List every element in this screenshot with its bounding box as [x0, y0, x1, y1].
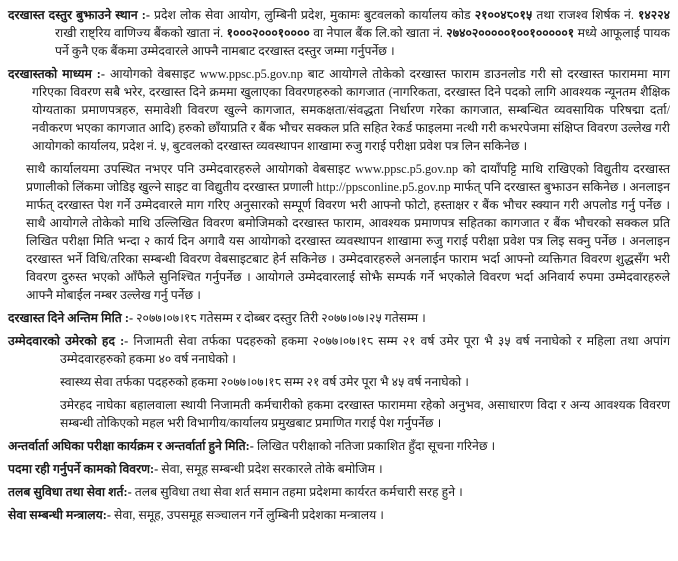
revenue-head-number: १४२२४	[638, 8, 670, 22]
section-interview-date	[0, 437, 670, 455]
age-limit-civil-service-text: निजामती सेवा तर्फका पदहरुको हकमा २०७७।०७।१८ सम्म २१ वर्ष उमेर पूरा भै ३५ वर्ष ननाघेको र महिला तथा अपांग उम्मेदवारहरुको हकमा ४० वर्ष ननाघेको ।	[60, 334, 671, 366]
section-heading-age-limit: उम्मेदवारको उमेरको हद :-	[8, 334, 129, 348]
fee-deposit-text: प्रदेश लोक सेवा आयोग, लुम्बिनी प्रदेश, मुकामः बुटवलको कार्यालय कोड	[149, 8, 475, 22]
commission-website-url: www.ppsc.p5.gov.np	[199, 67, 303, 81]
online-system-url: http://ppsconline.p5.gov.np	[316, 180, 451, 194]
section-heading-salary-conditions: तलब सुविधा तथा सेवा शर्त:-	[8, 485, 132, 499]
section-heading-application-medium: दरखास्तको माध्यम :-	[8, 67, 105, 81]
related-ministry-text: सेवा, समूह, उपसमूह सञ्चालन गर्ने लुम्बिनी प्रदेशका मन्त्रालय ।	[110, 508, 384, 522]
age-limit-overage-civil-servants	[0, 396, 670, 432]
section-age-limit	[0, 332, 670, 368]
fee-deposit-text: वा नेपाल बैंक लि.को खाता नं.	[309, 26, 447, 40]
interview-date-text: लिखित परीक्षाको नतिजा प्रकाशित हुँदा सूचना गरिनेछ ।	[253, 439, 496, 453]
online-application-text: साथै कार्यालयमा उपस्थित नभएर पनि उम्मेदवारहरुले आयोगको वेबसाइट	[26, 162, 356, 176]
section-heading-related-ministry: सेवा सम्बन्धी मन्त्रालय:-	[8, 508, 111, 522]
nbl-account-number: २७४०२०००००१००१०००००१	[446, 26, 575, 40]
deadline-text: २०७७।०७।१८ गतेसम्म र दोब्बर दस्तुर तिरी २०७७।०७।२५ गतेसम्म ।	[133, 311, 426, 325]
section-heading-interview-date: अन्तर्वार्ता अघिका परीक्षा कार्यक्रम र अन्तर्वार्ता हुने मिति:-	[8, 439, 254, 453]
application-medium-text: आयोगको वेबसाइट	[105, 67, 200, 81]
rbb-account-number: १०००२०००१००००	[226, 26, 310, 40]
section-heading-deadline: दरखास्त दिने अन्तिम मिति :-	[8, 311, 134, 325]
salary-conditions-text: तलब सुविधा तथा सेवा शर्त समान तहमा प्रदेशमा कार्यरत कर्मचारी सरह हुने ।	[131, 485, 463, 499]
section-application-medium	[0, 65, 670, 155]
office-code-value: २१००४८०१५	[474, 8, 533, 22]
section-deadline	[0, 309, 670, 327]
fee-deposit-text: तथा राजश्व शिर्षक नं.	[532, 8, 639, 22]
section-heading-fee-deposit: दरखास्त दस्तुर बुझाउने स्थान :-	[8, 8, 150, 22]
section-online-application	[0, 160, 670, 304]
fee-deposit-text: राखी राष्ट्रिय वाणिज्य बैंकको खाता नं.	[55, 26, 227, 40]
section-salary-conditions	[0, 483, 670, 501]
section-heading-job-duties: पदमा रही गर्नुपर्ने कामको विवरण:-	[8, 462, 159, 476]
age-limit-health-service	[0, 373, 670, 391]
online-application-text: मार्फत् पनि दरखास्त बुझाउन सकिनेछ । अनलाइन मार्फत् दरखास्त पेश गर्ने उम्मेदवारले माग गरिए अनुसारको सम्पूर्ण विवरण भरी आफ्नो फोटो, हस्ताक्षर र बैंक भौचर स्क्यान गरी अपलोड गर्नु पर्नेछ । साथै आयोगले तोकेको माथि उल्लिखित विवरण बमोजिमको दरखास्त फाराम, आवश्यक प्रमाणपत्र सहितका कागजात र बैंक भौचरको सक्कल प्रति लिखित परीक्षा मिति भन्दा २ कार्य दिन अगावै यस आयोगको दरखास्त व्यवस्थापन शाखामा रुजु गराई परीक्षा प्रवेश पत्र लिइ सक्नु पर्नेछ । अनलाइन दरखास्त भर्ने विधि/तरिका सम्बन्धी विवरण वेबसाइटबाट हेर्न सकिनेछ । उम्मेदवारहरुले अनलाईन फाराम भर्दा आफ्नो व्यक्तिगत विवरण शुद्धसँग भरी विवरण दुरुस्त भएको आँफैले सुनिश्चित गर्नुपर्नेछ । आयोगले उम्मेदवारलाई सोझै सम्पर्क गर्ने भएकोले विवरण भर्दा अनिवार्य रुपमा उम्मेदवारहरुले आफ्नै मोबाईल नम्बर उल्लेख गर्नु पर्नेछ ।	[26, 180, 670, 302]
age-limit-overage-text: उमेरहद नाघेका बहालवाला स्थायी निजामती कर्मचारीको हकमा दरखास्त फाराममा रहेको अनुभव, असाधारण विदा र अन्य आवश्यक विवरण सम्बन्धी तोकिएको महल भरी विभागीय/कार्यालय प्रमुखबाट प्रमाणित गराई पेश गर्नुपर्नेछ ।	[60, 398, 670, 430]
fee-deposit-text: मध्ये आफूलाई पायक पर्ने कुनै एक बैंकमा उम्मेदवारले आफ्नै नामबाट दरखास्त दस्तुर जम्मा गर्नुपर्नेछ ।	[55, 26, 671, 58]
online-application-text: को दायाँपट्टि माथि राखिएको विद्युतीय दरखास्त प्रणालीको लिंकमा जोडिइ खुल्ने साइट वा विद्युतीय दरखास्त प्रणाली	[26, 162, 671, 194]
job-duties-text: सेवा, समूह सम्बन्धी प्रदेश सरकारले तोके बमोजिम ।	[158, 462, 383, 476]
section-fee-deposit	[0, 6, 670, 60]
age-limit-health-service-text: स्वास्थ्य सेवा तर्फका पदहरुको हकमा २०७७।०७।१८ सम्म २१ वर्ष उमेर पूरा भै ४५ वर्ष ननाघेको ।	[60, 375, 469, 389]
section-job-duties	[0, 460, 670, 478]
section-related-ministry	[0, 506, 670, 524]
commission-website-url: www.ppsc.p5.gov.np	[355, 162, 459, 176]
application-medium-text: बाट आयोगले तोकेको दरखास्त फाराम डाउनलोड गरी सो दरखास्त फाराममा माग गरिएका विवरण सबै भरेर, दरखास्त दिने क्रममा खुलाएका विवरणहरुको कागजात (नागरिकता, दरखास्त दिने पदको लागि आवश्यक न्यूनतम शैक्षिक योग्यताका प्रमाणपत्रहरु, समावेशी विवरण खुल्ने कागजात, समकक्षता/संवद्धता निर्धारण गरेका कागजात, सम्बन्धित व्यवसायिक परिषद्मा दर्ता/नवीकरण भएका कागजात आदि) हरुको छाँयाप्रति र बैंक भौचर सक्कल प्रति सहित रेकर्ड फाइलमा नत्थी गरी कभरपेजमा संक्षिप्त विवरण उल्लेख गरी आयोगको कार्यालय, प्रदेश नं. ५, बुटवलको दरखास्त व्यवस्थापन शाखामा रुजु गराई परीक्षा प्रवेश पत्र लिन सकिनेछ ।	[32, 67, 670, 153]
